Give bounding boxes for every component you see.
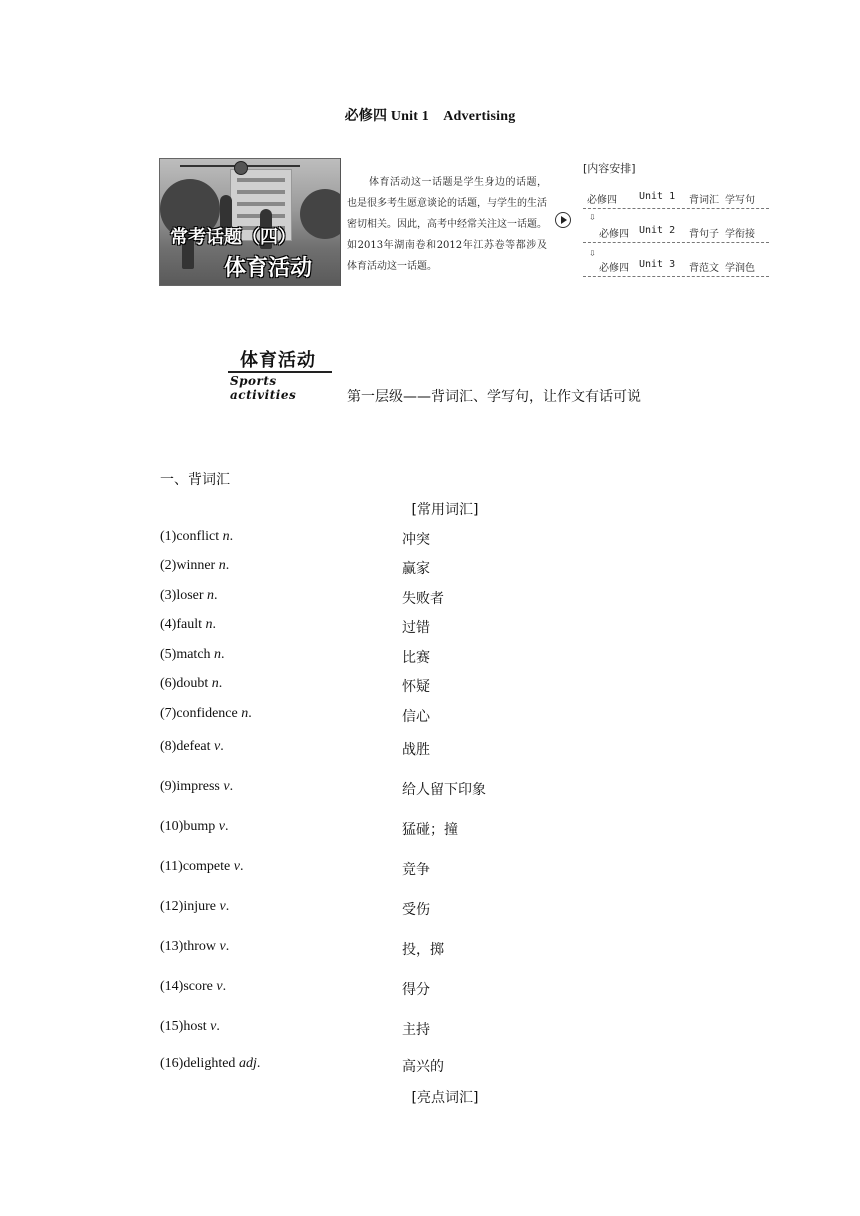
vocab-term: impress xyxy=(176,779,220,794)
divider xyxy=(340,158,341,286)
schedule-unit: Unit 1 xyxy=(639,191,676,202)
vocab-pos: n xyxy=(207,588,215,603)
vocab-word xyxy=(160,819,228,835)
vocab-row xyxy=(160,588,760,612)
basketball-photo xyxy=(159,158,341,286)
vocab-row xyxy=(160,706,760,730)
vocab-row xyxy=(160,617,760,641)
schedule-unit: Unit 3 xyxy=(639,259,676,270)
vocab-pos: v xyxy=(219,899,226,914)
schedule-row xyxy=(583,188,769,209)
vocab-pos-suffix: . xyxy=(225,899,230,914)
banner-caption-2: 体育活动 xyxy=(224,256,313,281)
vocab-term: score xyxy=(183,979,213,994)
vocab-meaning: 投，掷 xyxy=(402,942,444,958)
vocab-row xyxy=(160,1056,760,1080)
vocab-pos-suffix: . xyxy=(218,676,223,691)
vocab-word xyxy=(160,647,225,663)
vocab-number: (1) xyxy=(160,529,177,544)
topic-rule xyxy=(228,371,332,373)
vocab-number: (12) xyxy=(160,899,184,914)
vocab-number: (2) xyxy=(160,558,177,573)
vocab-meaning: 赢家 xyxy=(402,561,430,577)
vocab-pos: v xyxy=(219,939,226,954)
vocab-pos-suffix: . xyxy=(222,979,227,994)
vocab-pos: v xyxy=(218,819,225,834)
topic-en: Sports activities xyxy=(230,374,297,402)
vocab-number: (13) xyxy=(160,939,184,954)
vocab-row xyxy=(160,676,760,700)
vocab-row xyxy=(160,739,760,763)
schedule-row xyxy=(583,256,769,277)
banner-caption-1: 常考话题（四） xyxy=(170,227,296,248)
vocab-term: delighted xyxy=(183,1056,236,1071)
play-icon xyxy=(555,212,571,228)
vocab-pos: n xyxy=(214,647,222,662)
vocab-meaning: 高兴的 xyxy=(402,1059,444,1075)
vocab-word xyxy=(160,939,229,955)
vocab-pos-suffix: . xyxy=(229,779,234,794)
vocab-pos: n xyxy=(241,706,249,721)
vocab-term: defeat xyxy=(176,739,211,754)
vocab-word xyxy=(160,779,233,795)
vocab-pos: v xyxy=(223,779,230,794)
vocab-meaning: 比赛 xyxy=(402,650,430,666)
vocab-term: doubt xyxy=(176,676,209,691)
vocab-number: (9) xyxy=(160,779,177,794)
vocab-term: winner xyxy=(176,558,216,573)
vocab-term: compete xyxy=(182,859,231,874)
vocab-pos: n xyxy=(205,617,213,632)
vocab-pos-suffix: . xyxy=(225,558,230,573)
ball-icon xyxy=(234,161,248,175)
vocab-row xyxy=(160,939,760,963)
vocab-pos-suffix: . xyxy=(212,617,216,632)
vocab-meaning: 过错 xyxy=(402,620,430,636)
level-heading: 第一层级——背词汇、学写句，让作文有话可说 xyxy=(347,389,641,405)
vocab-word xyxy=(160,558,229,574)
highlight-vocab-heading: [亮点词汇] xyxy=(411,1090,479,1106)
vocab-term: injure xyxy=(183,899,216,914)
vocab-meaning: 猛碰；撞 xyxy=(402,822,458,838)
vocab-number: (14) xyxy=(160,979,184,994)
vocab-number: (8) xyxy=(160,739,177,754)
tree-shape xyxy=(300,189,341,239)
vocab-number: (3) xyxy=(160,588,177,603)
vocab-term: match xyxy=(176,647,211,662)
vocab-pos: v xyxy=(233,859,240,874)
vocab-pos-suffix: . xyxy=(214,588,218,603)
vocab-row xyxy=(160,779,760,803)
vocab-term: confidence xyxy=(176,706,238,721)
vocab-row xyxy=(160,859,760,883)
vocab-row xyxy=(160,1019,760,1043)
topic-banner xyxy=(159,158,769,286)
vocab-word xyxy=(160,899,229,915)
vocab-meaning: 得分 xyxy=(402,982,430,998)
vocab-number: (16) xyxy=(160,1056,184,1071)
vocab-meaning: 冲突 xyxy=(402,532,430,548)
vocab-term: loser xyxy=(176,588,204,603)
arrow-down-icon: ⇩ xyxy=(589,210,596,223)
arrow-down-icon: ⇩ xyxy=(589,246,596,259)
vocab-term: bump xyxy=(183,819,216,834)
vocab-row xyxy=(160,899,760,923)
vocab-pos-suffix: . xyxy=(225,939,230,954)
vocab-word xyxy=(160,676,222,692)
vocab-pos-suffix: . xyxy=(224,819,229,834)
schedule-title: [内容安排] xyxy=(583,162,636,175)
vocab-term: conflict xyxy=(176,529,220,544)
vocab-pos-suffix: . xyxy=(216,1019,220,1034)
vocab-term: fault xyxy=(176,617,202,632)
vocab-row xyxy=(160,529,760,553)
vocab-row xyxy=(160,819,760,843)
vocab-word xyxy=(160,979,226,995)
vocab-pos-suffix: . xyxy=(220,739,224,754)
schedule-task: 背词汇 学写句 xyxy=(689,195,756,206)
vocab-word xyxy=(160,588,218,604)
vocab-pos: n xyxy=(211,676,219,691)
vocab-number: (11) xyxy=(160,859,183,874)
vocab-pos: adj xyxy=(238,1056,257,1071)
vocab-number: (5) xyxy=(160,647,177,662)
vocab-term: host xyxy=(183,1019,207,1034)
common-vocab-heading: [常用词汇] xyxy=(411,502,479,518)
vocab-word xyxy=(160,859,243,875)
vocab-pos-suffix: . xyxy=(256,1056,261,1071)
banner-intro: 体育活动这一话题是学生身边的话题，也是很多考生愿意谈论的话题，与学生的生活密切相关。因此，高考中经常关注这一话题。如2013年湖南卷和2012年江苏卷等都涉及体育活动这一话题。 xyxy=(347,177,547,272)
vocab-word xyxy=(160,1056,260,1072)
schedule-task: 背范文 学润色 xyxy=(689,263,756,274)
page-title: 必修四 Unit 1 Advertising xyxy=(344,109,516,124)
vocab-meaning: 信心 xyxy=(402,709,430,725)
vocab-number: (6) xyxy=(160,676,177,691)
vocab-pos: v xyxy=(210,1019,217,1034)
vocab-number: (10) xyxy=(160,819,184,834)
schedule-unit: Unit 2 xyxy=(639,225,676,236)
topic-zh: 体育活动 xyxy=(240,350,316,371)
vocab-word xyxy=(160,1019,220,1035)
vocab-word xyxy=(160,529,233,545)
section-title: 一、背词汇 xyxy=(160,472,230,488)
vocab-pos-suffix: . xyxy=(239,859,244,874)
vocab-meaning: 主持 xyxy=(402,1022,430,1038)
vocab-pos-suffix: . xyxy=(229,529,234,544)
vocab-pos-suffix: . xyxy=(221,647,225,662)
schedule-book: 必修四 xyxy=(599,263,629,274)
schedule-task: 背句子 学衔接 xyxy=(689,229,756,240)
vocab-meaning: 给人留下印象 xyxy=(402,782,486,798)
vocab-pos: v xyxy=(216,979,223,994)
vocab-pos: n xyxy=(222,529,230,544)
vocab-meaning: 失败者 xyxy=(402,591,444,607)
vocab-meaning: 战胜 xyxy=(402,742,430,758)
vocab-word xyxy=(160,706,252,722)
vocab-pos: n xyxy=(218,558,226,573)
vocab-meaning: 怀疑 xyxy=(402,679,430,695)
vocab-pos-suffix: . xyxy=(248,706,252,721)
schedule-book: 必修四 xyxy=(587,195,617,206)
vocab-number: (15) xyxy=(160,1019,184,1034)
vocab-word xyxy=(160,739,224,755)
vocab-row xyxy=(160,647,760,671)
vocab-meaning: 竞争 xyxy=(402,862,430,878)
vocab-row xyxy=(160,558,760,582)
vocab-meaning: 受伤 xyxy=(402,902,430,918)
vocab-word xyxy=(160,617,216,633)
vocab-number: (7) xyxy=(160,706,177,721)
vocab-row xyxy=(160,979,760,1003)
topic-heading xyxy=(228,346,332,402)
schedule-book: 必修四 xyxy=(599,229,629,240)
vocab-term: throw xyxy=(183,939,216,954)
schedule-row xyxy=(583,222,769,243)
vocab-number: (4) xyxy=(160,617,177,632)
vocab-pos: v xyxy=(214,739,221,754)
